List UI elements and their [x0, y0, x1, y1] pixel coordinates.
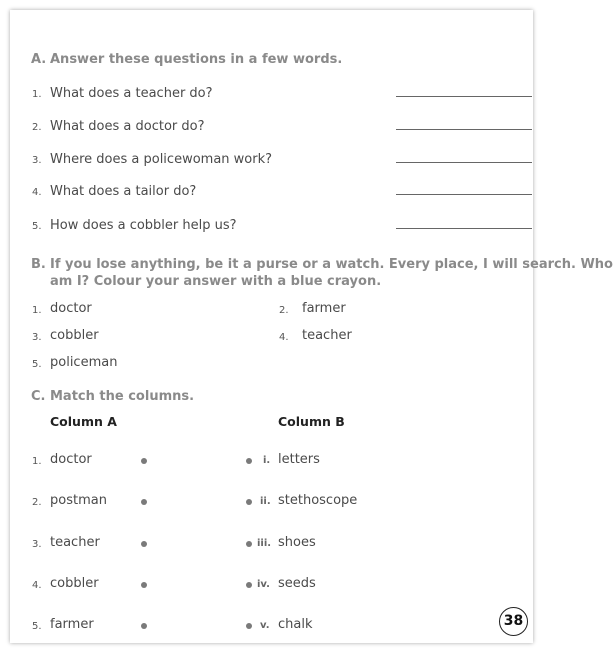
question-number: 2. [32, 122, 42, 133]
answer-line[interactable] [396, 162, 532, 163]
section-b-line-1: If you lose anything, be it a purse or a watch. Every place, I will search. Who [50, 257, 613, 272]
option-farmer[interactable]: farmer [302, 301, 346, 316]
answer-line[interactable] [396, 194, 532, 195]
answer-line[interactable] [396, 129, 532, 130]
option-number: 5. [32, 359, 42, 370]
match-dot-right[interactable] [246, 623, 252, 629]
match-right-item: letters [278, 452, 320, 467]
question-number: 1. [32, 89, 42, 100]
question-number: 4. [32, 187, 42, 198]
match-left-item: postman [50, 493, 107, 508]
question-number: 3. [32, 155, 42, 166]
question-text: What does a teacher do? [50, 86, 213, 101]
option-cobbler[interactable]: cobbler [50, 328, 99, 343]
match-dot-left[interactable] [141, 499, 147, 505]
match-right-item: shoes [278, 535, 316, 550]
question-text: What does a tailor do? [50, 184, 197, 199]
match-number: 4. [32, 580, 42, 591]
match-right-item: stethoscope [278, 493, 358, 508]
match-number: 2. [32, 497, 42, 508]
match-roman: i. [263, 455, 271, 466]
section-b-line-2: am I? Colour your answer with a blue crayon. [50, 274, 382, 289]
answer-line[interactable] [396, 228, 532, 229]
match-dot-left[interactable] [141, 541, 147, 547]
match-left-item: doctor [50, 452, 92, 467]
match-right-item: chalk [278, 617, 313, 632]
match-dot-left[interactable] [141, 623, 147, 629]
option-number: 2. [279, 305, 289, 316]
answer-line[interactable] [396, 96, 532, 97]
match-left-item: teacher [50, 535, 100, 550]
match-number: 1. [32, 456, 42, 467]
section-c-title: Match the columns. [50, 389, 195, 404]
question-text: Where does a policewoman work? [50, 152, 273, 167]
match-number: 5. [32, 621, 42, 632]
match-dot-right[interactable] [246, 499, 252, 505]
option-teacher[interactable]: teacher [302, 328, 352, 343]
section-b-label: B. [31, 257, 46, 272]
section-a-title: Answer these questions in a few words. [50, 52, 343, 67]
match-roman: iv. [257, 579, 270, 590]
page-number-badge: 38 [499, 607, 528, 636]
section-a-label: A. [31, 52, 47, 67]
match-dot-right[interactable] [246, 582, 252, 588]
match-roman: iii. [257, 538, 272, 549]
match-left-item: farmer [50, 617, 94, 632]
option-number: 3. [32, 332, 42, 343]
match-dot-right[interactable] [246, 458, 252, 464]
option-number: 4. [279, 332, 289, 343]
match-dot-left[interactable] [141, 458, 147, 464]
match-number: 3. [32, 539, 42, 550]
column-a-heading: Column A [50, 414, 117, 429]
option-number: 1. [32, 305, 42, 316]
question-text: How does a cobbler help us? [50, 218, 237, 233]
match-right-item: seeds [278, 576, 316, 591]
match-dot-left[interactable] [141, 582, 147, 588]
section-c-label: C. [31, 389, 46, 404]
match-left-item: cobbler [50, 576, 99, 591]
match-roman: v. [260, 620, 270, 631]
option-doctor[interactable]: doctor [50, 301, 92, 316]
column-b-heading: Column B [278, 414, 345, 429]
match-dot-right[interactable] [246, 541, 252, 547]
question-text: What does a doctor do? [50, 119, 205, 134]
option-policeman[interactable]: policeman [50, 355, 118, 370]
question-number: 5. [32, 221, 42, 232]
match-roman: ii. [260, 496, 271, 507]
